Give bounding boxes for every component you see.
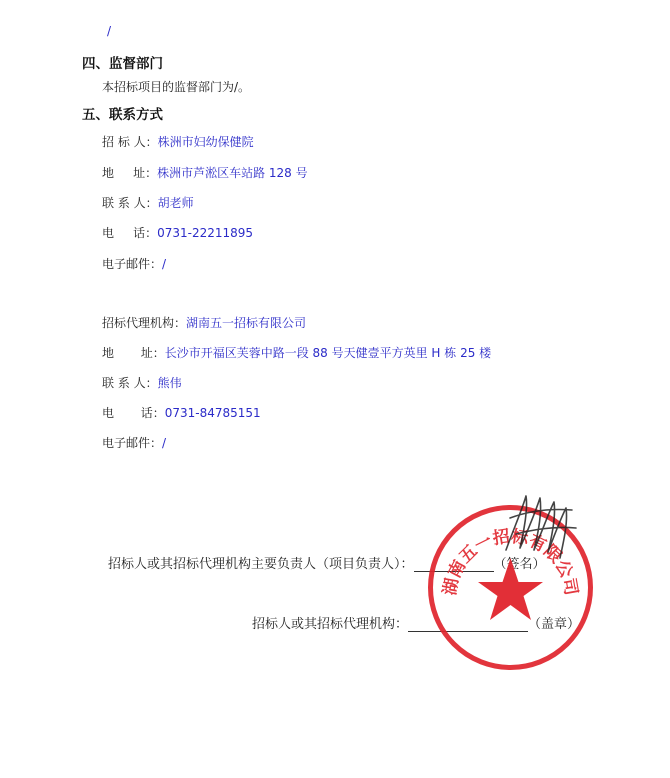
- agency-email-value: /: [162, 436, 167, 450]
- tenderer-address-row: [102, 164, 308, 181]
- contact-label: 联 系 人：: [102, 196, 158, 210]
- phone-label: 电 话：: [102, 226, 158, 240]
- section4-text: 本招标项目的监督部门为/。: [102, 80, 251, 94]
- email-label: 电子邮件：: [102, 257, 163, 271]
- agency-value: 湖南五一招标有限公司: [186, 316, 307, 330]
- contact-value: 胡老师: [157, 196, 194, 210]
- email-value: /: [162, 257, 167, 271]
- signature-line-1-suffix: （签名）: [493, 557, 546, 572]
- signature-line-1-prefix: 招标人或其招标代理机构主要负责人（项目负责人）：: [108, 557, 414, 572]
- agency-phone-label: 电 话：: [102, 406, 165, 420]
- signature-line-2-suffix: （盖章）: [528, 617, 581, 632]
- tenderer-row: [102, 133, 254, 150]
- agency-contact-label: 联 系 人：: [102, 376, 158, 390]
- top-slash-value: /: [107, 24, 112, 38]
- signature-line-2-prefix: 招标人或其招标代理机构：: [252, 617, 409, 632]
- agency-email-label: 电子邮件：: [102, 436, 163, 450]
- address-label: 地 址：: [102, 166, 158, 180]
- tenderer-value: 株洲市妇幼保健院: [157, 135, 254, 149]
- agency-phone-row: [102, 404, 261, 421]
- phone-value: 0731-22211895: [157, 226, 254, 240]
- agency-email-row: [102, 434, 166, 451]
- tenderer-contact-row: [102, 194, 194, 211]
- agency-address-value: 长沙市开福区芙蓉中路一段 88 号天健壹平方英里 H 栋 25 楼: [164, 346, 492, 360]
- address-value: 株洲市芦淞区车站路 128 号: [157, 166, 308, 180]
- agency-address-label: 地 址：: [102, 346, 165, 360]
- handwritten-signature: [496, 488, 586, 568]
- section4-heading: 四、监督部门: [82, 56, 163, 72]
- agency-phone-value: 0731-84785151: [164, 406, 261, 420]
- tenderer-email-row: [102, 255, 166, 272]
- seal-arc-text: 湖南五一招标有限公司: [440, 526, 581, 597]
- agency-contact-row: [102, 374, 182, 391]
- tenderer-label: 招 标 人：: [102, 135, 158, 149]
- agency-label: 招标代理机构：: [102, 316, 187, 330]
- section5-heading: 五、联系方式: [82, 107, 163, 123]
- tenderer-phone-row: [102, 224, 253, 241]
- agency-contact-value: 熊伟: [157, 376, 182, 390]
- agency-address-row: [102, 344, 491, 361]
- agency-row: [102, 314, 306, 331]
